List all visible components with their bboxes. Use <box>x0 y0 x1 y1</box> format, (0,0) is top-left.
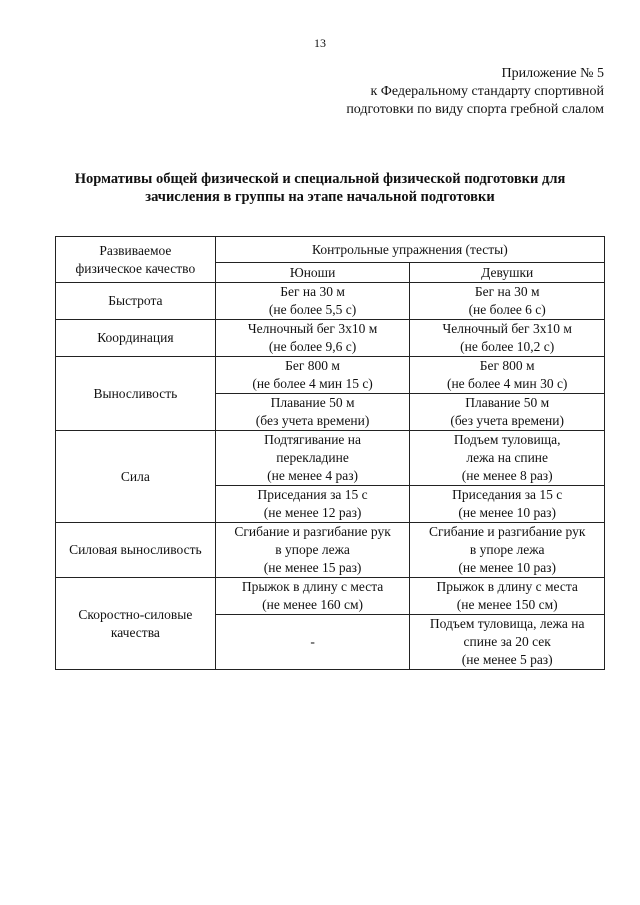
test-line: Приседания за 15 с <box>452 487 563 502</box>
boys-test-cell <box>215 523 410 578</box>
test-line: (не менее 15 раз) <box>263 560 362 575</box>
appendix-caption <box>346 65 604 119</box>
girls-test-cell <box>410 357 605 394</box>
test-line: (не более 10,2 с) <box>460 339 555 354</box>
boys-test-cell <box>215 578 410 615</box>
test-line: (без учета времени) <box>450 413 564 428</box>
test-line: (не менее 5 раз) <box>461 652 553 667</box>
girls-test-cell <box>410 283 605 320</box>
test-line: Подъем туловища, <box>453 432 561 447</box>
test-line: Бег на 30 м <box>474 284 540 299</box>
test-line: Челночный бег 3x10 м <box>442 321 572 336</box>
test-line: (не более 5,5 с) <box>268 302 357 317</box>
test-line: (не более 9,6 с) <box>268 339 357 354</box>
girls-test-cell <box>410 320 605 357</box>
quality-cell: Быстрота <box>56 283 216 320</box>
test-line: (не менее 150 см) <box>456 597 558 612</box>
test-line: Бег 800 м <box>479 358 535 373</box>
test-line: Прыжок в длину с места <box>436 579 578 594</box>
table-row <box>56 431 605 486</box>
girls-test-cell <box>410 578 605 615</box>
test-line: (не менее 8 раз) <box>461 468 553 483</box>
header-quality-cell <box>56 237 216 283</box>
girls-test-cell <box>410 394 605 431</box>
girls-test-cell <box>410 486 605 523</box>
boys-test-cell <box>215 357 410 394</box>
test-line: Плавание 50 м <box>465 395 550 410</box>
test-line: (не менее 12 раз) <box>263 505 362 520</box>
table-row <box>56 283 605 320</box>
test-line: (без учета времени) <box>255 413 370 428</box>
test-line: в упоре лежа <box>469 542 545 557</box>
test-line: перекладине <box>276 450 349 465</box>
test-line: Сгибание и разгибание рук <box>428 524 586 539</box>
header-quality-line: физическое качество <box>75 260 196 276</box>
test-line: (не менее 10 раз) <box>458 560 557 575</box>
test-line: Подтягивание на <box>264 432 362 447</box>
header-quality-line: Развиваемое <box>99 242 172 258</box>
table-row <box>56 357 605 394</box>
test-line: Прыжок в длину с места <box>241 579 384 594</box>
title-line: зачисления в группы на этапе начальной подготовки <box>145 189 495 205</box>
test-line: (не более 4 мин 15 с) <box>252 376 373 391</box>
test-line: (не менее 4 раз) <box>267 468 359 483</box>
test-line: (не менее 160 см) <box>262 597 364 612</box>
test-line: Челночный бег 3x10 м <box>247 321 378 336</box>
quality-line: качества <box>110 624 160 640</box>
header-boys-cell: Юноши <box>215 263 410 283</box>
test-line: лежа на спине <box>466 450 549 465</box>
page-number: 13 <box>314 36 326 50</box>
table-row <box>56 523 605 578</box>
table-header-row <box>56 237 605 263</box>
test-line: Бег 800 м <box>285 358 340 373</box>
girls-test-cell <box>410 431 605 486</box>
boys-test-cell <box>215 394 410 431</box>
title-line: Нормативы общей физической и специальной физической подготовки для <box>74 171 566 187</box>
appendix-line: Приложение № 5 <box>501 66 604 81</box>
document-title <box>30 170 610 206</box>
boys-test-cell <box>215 320 410 357</box>
quality-line: Скоростно-силовые <box>78 606 193 622</box>
test-line: спине за 20 сек <box>463 634 551 649</box>
test-line: в упоре лежа <box>275 542 350 557</box>
appendix-line: подготовки по виду спорта гребной слалом <box>346 102 604 117</box>
boys-test-cell <box>215 486 410 523</box>
standards-table <box>55 236 605 670</box>
quality-cell: Силовая выносливость <box>56 523 216 578</box>
test-line: (не менее 10 раз) <box>458 505 557 520</box>
header-tests-cell: Контрольные упражнения (тесты) <box>215 237 604 263</box>
table-row <box>56 320 605 357</box>
quality-cell: Координация <box>56 320 216 357</box>
boys-test-cell: - <box>215 615 410 670</box>
boys-test-cell <box>215 431 410 486</box>
test-line: Плавание 50 м <box>270 395 355 410</box>
boys-test-cell <box>215 283 410 320</box>
quality-cell <box>56 578 216 670</box>
test-line: Бег на 30 м <box>280 284 345 299</box>
quality-cell: Сила <box>56 431 216 523</box>
test-line: Приседания за 15 с <box>257 487 368 502</box>
girls-test-cell <box>410 523 605 578</box>
quality-cell: Выносливость <box>56 357 216 431</box>
test-line: (не более 6 с) <box>468 302 546 317</box>
girls-test-cell <box>410 615 605 670</box>
header-girls-cell: Девушки <box>410 263 605 283</box>
appendix-line: к Федеральному стандарту спортивной <box>370 84 604 99</box>
table-row <box>56 578 605 615</box>
test-line: Сгибание и разгибание рук <box>234 524 391 539</box>
test-line: (не более 4 мин 30 с) <box>446 376 568 391</box>
test-line: Подъем туловища, лежа на <box>429 616 585 631</box>
